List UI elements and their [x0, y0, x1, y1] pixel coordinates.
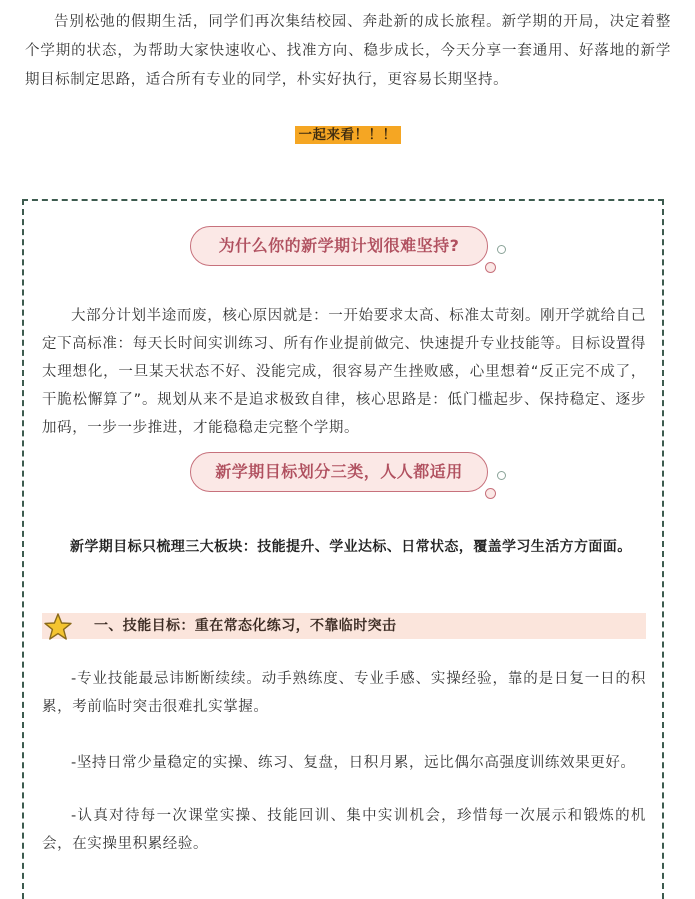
why-plans-fail-paragraph: 大部分计划半途而废，核心原因就是：一开始要求太高、标准太苛刻。刚开学就给自己定下高标准：每天长时间实训练习、所有作业提前做完、快速提升专业技能等。目标设置得太理想化，一旦某天状态不好、没能完成，很容易产生挫败感，心里想着“反正完不成了，干脆松懈算了”。规划从来不是追求极致自律，核心思路是：低门槛起步、保持稳定、逐步加码，一步一步推进，才能稳稳走完整个学期。	[42, 308, 646, 436]
section-title-text: 新学期目标划分三类，人人都适用	[215, 462, 463, 481]
skill-goal-heading: 一、技能目标：重在常态化练习，不靠临时突击	[94, 618, 397, 634]
decorative-circle-icon	[485, 262, 496, 273]
section-title-three-goal-types	[190, 452, 488, 492]
decorative-circle-icon	[497, 245, 506, 254]
section-title-text: 为什么你的新学期计划很难坚持?	[218, 236, 460, 255]
cta-row	[0, 124, 695, 144]
decorative-circle-icon	[485, 488, 496, 499]
decorative-circle-icon	[497, 471, 506, 480]
star-icon	[43, 612, 73, 642]
skill-goal-heading-bar	[42, 613, 646, 639]
skill-bullet: -坚持日常少量稳定的实操、练习、复盘，日积月累，远比偶尔高强度训练效果更好。	[71, 755, 636, 771]
skill-bullet: -专业技能最忌讳断断续续。动手熟练度、专业手感、实操经验，靠的是日复一日的积累，考前临时突击很难扎实掌握。	[42, 671, 646, 715]
three-goals-summary: 新学期目标只梳理三大板块：技能提升、学业达标、日常状态，覆盖学习生活方方面面。	[70, 539, 632, 555]
lets-look-banner: 一起来看！！！	[295, 126, 401, 144]
intro-paragraph: 告别松弛的假期生活，同学们再次集结校园、奔赴新的成长旅程。新学期的开局，决定着整个学期的状态，为帮助大家快速收心、找准方向、稳步成长，今天分享一套通用、好落地的新学期目标制定思路，适合所有专业的同学，朴实好执行，更容易长期坚持。	[25, 14, 671, 88]
skill-bullet: -认真对待每一次课堂实操、技能回训、集中实训机会，珍惜每一次展示和锻炼的机会，在实操里积累经验。	[42, 808, 646, 852]
section-title-why-plans-fail	[190, 226, 488, 266]
